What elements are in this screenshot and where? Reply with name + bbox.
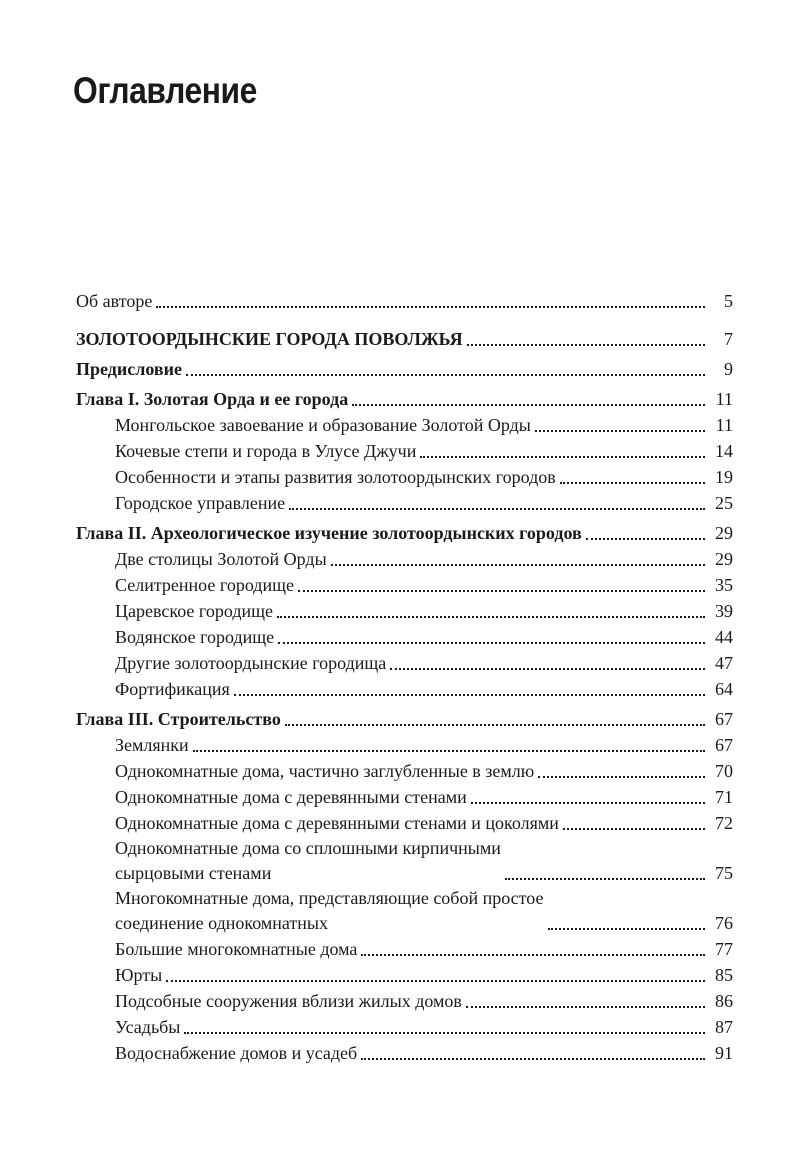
toc-page-number: 19 bbox=[715, 467, 733, 487]
toc-page-number: 14 bbox=[715, 441, 733, 461]
toc-section[interactable] bbox=[115, 836, 733, 886]
toc-section[interactable] bbox=[115, 988, 733, 1014]
toc-entry-title: ЗОЛОТООРДЫНСКИЕ ГОРОДА ПОВОЛЖЬЯ bbox=[76, 329, 463, 349]
toc-page-number: 71 bbox=[715, 787, 733, 807]
dot-leader bbox=[277, 616, 705, 618]
toc-section[interactable] bbox=[115, 810, 733, 836]
toc-page-number: 25 bbox=[715, 493, 733, 513]
toc-page-number: 64 bbox=[715, 679, 733, 699]
dot-leader bbox=[193, 750, 705, 752]
dot-leader bbox=[535, 430, 705, 432]
toc-section-title: Особенности и этапы развития золотоордынских городов bbox=[115, 467, 556, 487]
dot-leader bbox=[289, 508, 705, 510]
dot-leader bbox=[538, 776, 705, 778]
toc-chapter-1[interactable] bbox=[76, 386, 733, 412]
toc-section[interactable] bbox=[115, 784, 733, 810]
toc-page-number: 7 bbox=[724, 329, 733, 349]
dot-leader bbox=[352, 404, 705, 406]
toc-section-title: Монгольское завоевание и образование Золотой Орды bbox=[115, 415, 531, 435]
toc-section[interactable] bbox=[115, 650, 733, 676]
toc-section-title: Фортификация bbox=[115, 679, 230, 699]
toc-section[interactable] bbox=[115, 1040, 733, 1066]
toc-page-number: 29 bbox=[715, 549, 733, 569]
dot-leader bbox=[298, 590, 705, 592]
dot-leader bbox=[361, 1058, 705, 1060]
toc-section[interactable] bbox=[115, 1014, 733, 1040]
toc-chapter-title: Глава I. Золотая Орда и ее города bbox=[76, 389, 349, 409]
toc-section[interactable] bbox=[115, 464, 733, 490]
toc-page-number: 5 bbox=[724, 291, 733, 311]
toc-chapter-title: Глава III. Строительство bbox=[76, 709, 281, 729]
toc-section[interactable] bbox=[115, 598, 733, 624]
toc-page-number: 44 bbox=[715, 627, 733, 647]
toc-section-title: Две столицы Золотой Орды bbox=[115, 549, 327, 569]
toc-page-number: 47 bbox=[715, 653, 733, 673]
toc-section-title: Однокомнатные дома с деревянными стенами bbox=[115, 787, 467, 807]
toc-section[interactable] bbox=[115, 572, 733, 598]
toc-section[interactable] bbox=[115, 758, 733, 784]
dot-leader bbox=[278, 642, 705, 644]
toc-section[interactable] bbox=[115, 624, 733, 650]
toc-entry-part-title[interactable] bbox=[76, 326, 733, 352]
toc-section-title: Городское управление bbox=[115, 493, 286, 513]
toc-page-number: 87 bbox=[715, 1017, 733, 1037]
toc-section[interactable] bbox=[115, 412, 733, 438]
toc-page-number: 75 bbox=[715, 863, 733, 883]
toc-section-title: Селитренное городище bbox=[115, 575, 294, 595]
toc-section-title: Царевское городище bbox=[115, 601, 273, 621]
toc-section-title: Другие золотоордынские городища bbox=[115, 653, 387, 673]
spacer bbox=[76, 314, 733, 326]
toc-page-number: 11 bbox=[715, 389, 733, 409]
dot-leader bbox=[563, 828, 705, 830]
toc-entry-title: Предисловие bbox=[76, 359, 182, 379]
table-of-contents bbox=[76, 288, 733, 1066]
dot-leader bbox=[166, 980, 705, 982]
toc-page-number: 9 bbox=[724, 359, 733, 379]
toc-section[interactable] bbox=[115, 438, 733, 464]
toc-section-title: Кочевые степи и города в Улусе Джучи bbox=[115, 441, 417, 461]
dot-leader bbox=[586, 538, 705, 540]
toc-page-number: 11 bbox=[715, 415, 733, 435]
toc-page-number: 85 bbox=[715, 965, 733, 985]
toc-section-title-line: сырцовыми стенами bbox=[115, 863, 272, 883]
dot-leader bbox=[234, 694, 705, 696]
toc-section[interactable] bbox=[115, 676, 733, 702]
toc-page-number: 67 bbox=[715, 735, 733, 755]
toc-section-title: Подсобные сооружения вблизи жилых домов bbox=[115, 991, 462, 1011]
dot-leader bbox=[390, 668, 705, 670]
toc-page-number: 77 bbox=[715, 939, 733, 959]
dot-leader bbox=[156, 306, 705, 308]
toc-section-title: Водоснабжение домов и усадеб bbox=[115, 1043, 358, 1063]
toc-page-number: 91 bbox=[715, 1043, 733, 1063]
toc-section[interactable] bbox=[115, 490, 733, 516]
dot-leader bbox=[560, 482, 705, 484]
toc-chapter-2[interactable] bbox=[76, 520, 733, 546]
toc-chapter-3[interactable] bbox=[76, 706, 733, 732]
toc-page-number: 76 bbox=[715, 913, 733, 933]
toc-section[interactable] bbox=[115, 962, 733, 988]
dot-leader bbox=[548, 928, 705, 930]
dot-leader bbox=[466, 1006, 705, 1008]
toc-section-title-line: Многокомнатные дома, представляющие собой простое bbox=[115, 888, 544, 908]
dot-leader bbox=[184, 1032, 705, 1034]
toc-entry-about-author[interactable] bbox=[76, 288, 733, 314]
toc-section-title: Водянское городище bbox=[115, 627, 275, 647]
toc-page-number: 72 bbox=[715, 813, 733, 833]
toc-page-number: 29 bbox=[715, 523, 733, 543]
toc-page-number: 67 bbox=[715, 709, 733, 729]
toc-chapter-title: Глава II. Археологическое изучение золотоордынских городов bbox=[76, 523, 582, 543]
toc-entry-preface[interactable] bbox=[76, 356, 733, 382]
toc-page-number: 39 bbox=[715, 601, 733, 621]
toc-section[interactable] bbox=[115, 732, 733, 758]
dot-leader bbox=[285, 724, 705, 726]
toc-section-title: Однокомнатные дома, частично заглубленные в землю bbox=[115, 761, 535, 781]
toc-page-number: 70 bbox=[715, 761, 733, 781]
dot-leader bbox=[505, 878, 705, 880]
toc-section[interactable] bbox=[115, 936, 733, 962]
toc-entry-title: Об авторе bbox=[76, 291, 153, 311]
dot-leader bbox=[420, 456, 705, 458]
toc-page-number: 86 bbox=[715, 991, 733, 1011]
toc-section[interactable] bbox=[115, 886, 733, 936]
toc-section-title: Усадьбы bbox=[115, 1017, 181, 1037]
toc-page-number: 35 bbox=[715, 575, 733, 595]
toc-section-title: Однокомнатные дома с деревянными стенами и цоколями bbox=[115, 813, 559, 833]
toc-section-title-line: Однокомнатные дома со сплошными кирпичными bbox=[115, 838, 501, 858]
dot-leader bbox=[331, 564, 705, 566]
dot-leader bbox=[467, 344, 705, 346]
toc-section-title: Большие многокомнатные дома bbox=[115, 939, 358, 959]
toc-section-title: Землянки bbox=[115, 735, 189, 755]
toc-section-title: Юрты bbox=[115, 965, 163, 985]
dot-leader bbox=[471, 802, 705, 804]
page-title: Оглавление bbox=[73, 70, 257, 111]
dot-leader bbox=[361, 954, 705, 956]
toc-section-title-line: соединение однокомнатных bbox=[115, 913, 329, 933]
toc-section-title bbox=[115, 886, 544, 936]
dot-leader bbox=[186, 374, 705, 376]
toc-section-title bbox=[115, 836, 501, 886]
toc-section[interactable] bbox=[115, 546, 733, 572]
